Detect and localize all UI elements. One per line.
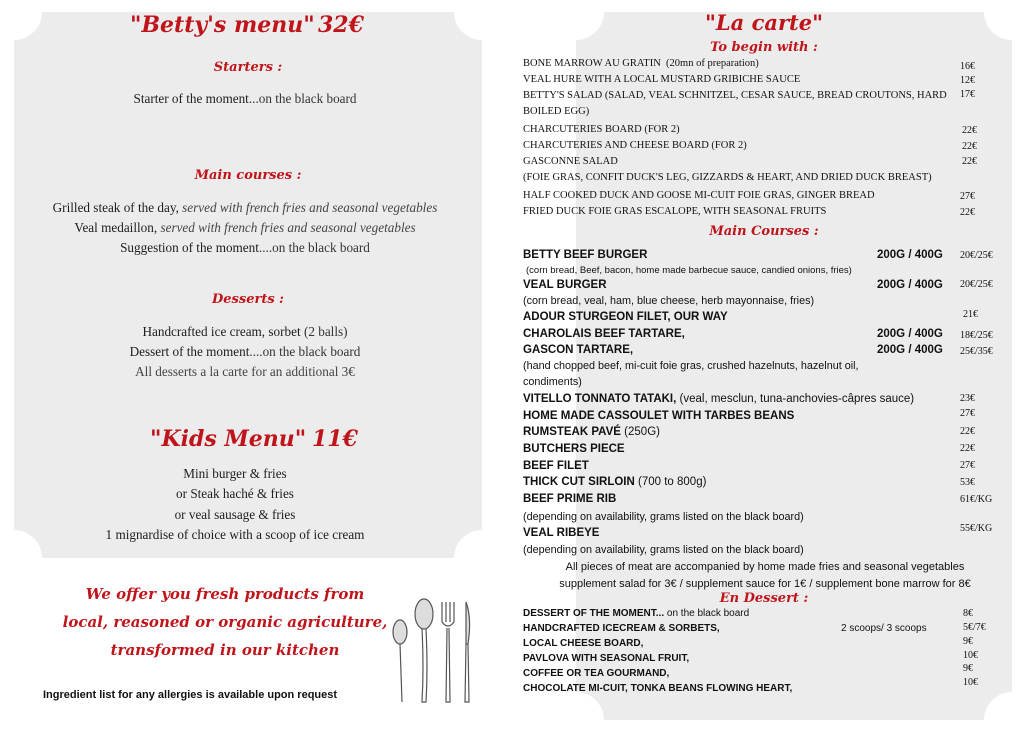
main-item: HOME MADE CASSOULET WITH TARBES BEANS	[523, 410, 795, 422]
dessert-item: LOCAL CHEESE BOARD,	[523, 638, 644, 649]
betty-menu-title: "Betty's menu"	[130, 12, 315, 38]
main-item: BEEF FILET	[523, 460, 589, 472]
starter-item: VEAL HURE WITH A LOCAL MUSTARD GRIBICHE SAUCE	[523, 74, 801, 85]
main-price: 22€	[960, 426, 975, 437]
main-item: VITELLO TONNATO TATAKI, (veal, mesclun, tuna-anchovies-câpres sauce)	[523, 393, 915, 405]
begin-with-heading: To begin with :	[710, 40, 818, 55]
fresh-products-promo: We offer you fresh products from local, reasoned or organic agriculture, transformed in our kitchen	[62, 585, 388, 659]
dessert-item: HANDCRAFTED ICECREAM & SORBETS,	[523, 623, 720, 634]
main-size: 200G / 400G	[877, 328, 943, 340]
main-price: 21€	[963, 309, 978, 320]
main-price: 22€	[960, 443, 975, 454]
main-size: 200G / 400G	[877, 344, 943, 356]
dessert-scoops: 2 scoops/ 3 scoops	[841, 623, 927, 634]
starter-price: 22€	[962, 125, 977, 136]
starters-heading: Starters :	[213, 60, 283, 75]
main-item-desc: (corn bread, Beef, bacon, home made barbecue sauce, candied onions, fries)	[526, 265, 852, 276]
main-item: CHAROLAIS BEEF TARTARE,	[523, 328, 685, 340]
starter-item: GASCONNE SALAD	[523, 156, 618, 167]
main-item: Veal medaillon, served with french fries and seasonal vegetables	[74, 220, 416, 235]
starter-item: CHARCUTERIES AND CHEESE BOARD (FOR 2)	[523, 140, 747, 151]
main-price: 55€/KG	[960, 523, 993, 534]
main-size: 200G / 400G	[877, 249, 943, 261]
main-price: 20€/25€	[960, 279, 993, 290]
main-courses-heading: Main courses :	[194, 168, 302, 183]
main-item: RUMSTEAK PAVÉ (250G)	[523, 426, 660, 438]
main-price: 53€	[960, 477, 975, 488]
main-price: 61€/KG	[960, 494, 993, 505]
kids-item: or veal sausage & fries	[174, 507, 296, 522]
starter-price: 22€	[962, 141, 977, 152]
main-item: THICK CUT SIRLOIN (700 to 800g)	[523, 476, 707, 488]
main-price: 20€/25€	[960, 250, 993, 261]
main-item: VEAL RIBEYE	[523, 527, 600, 539]
main-item: BEEF PRIME RIB	[523, 493, 617, 505]
main-item: BUTCHERS PIECE	[523, 443, 625, 455]
starter-price: 16€	[960, 61, 975, 72]
dessert-price: 10€	[963, 650, 978, 661]
dessert-item: COFFEE OR TEA GOURMAND,	[523, 668, 670, 679]
dessert-price: 8€	[963, 608, 973, 619]
starter-price: 22€	[962, 156, 977, 167]
main-item-desc: (corn bread, veal, ham, blue cheese, herb mayonnaise, fries)	[523, 295, 815, 307]
main-item-desc: (depending on availability, grams listed on the black board)	[523, 511, 804, 523]
main-size: 200G / 400G	[877, 279, 943, 291]
starter-price: 27€	[960, 191, 975, 202]
dessert-price: 10€	[963, 677, 978, 688]
dessert-note: All desserts a la carte for an additional 3€	[135, 364, 355, 379]
dessert-item: DESSERT OF THE MOMENT... on the black board	[523, 608, 750, 619]
main-price: 27€	[960, 408, 975, 419]
dessert-price: 5€/7€	[963, 622, 986, 633]
main-item-desc: condiments)	[523, 376, 582, 388]
supplement-note: supplement salad for 3€ / supplement sauce for 1€ / supplement bone marrow for 8€	[559, 578, 971, 590]
meat-note: All pieces of meat are accompanied by home made fries and seasonal vegetables	[565, 561, 965, 573]
starter-item: BONE MARROW AU GRATIN (20mn of preparation)	[523, 58, 759, 69]
kids-menu-title: "Kids Menu"	[150, 426, 307, 452]
main-item: BETTY BEEF BURGER	[523, 249, 648, 261]
allergy-note: Ingredient list for any allergies is available upon request	[43, 689, 338, 701]
dessert-price: 9€	[963, 636, 973, 647]
main-item: Grilled steak of the day, served with french fries and seasonal vegetables	[52, 200, 438, 215]
starter-item: CHARCUTERIES BOARD (FOR 2)	[523, 124, 680, 135]
main-item: GASCON TARTARE,	[523, 344, 634, 356]
starter-item: HALF COOKED DUCK AND GOOSE MI-CUIT FOIE GRAS, GINGER BREAD	[523, 190, 875, 201]
main-item: ADOUR STURGEON FILET, OUR WAY	[523, 311, 728, 323]
dessert-item: CHOCOLATE MI-CUIT, TONKA BEANS FLOWING HEART,	[523, 683, 793, 694]
kids-menu-price: 11€	[312, 426, 358, 452]
dessert-item: PAVLOVA WITH SEASONAL FRUIT,	[523, 653, 690, 664]
starter-item: FRIED DUCK FOIE GRAS ESCALOPE, WITH SEASONAL FRUITS	[523, 206, 827, 217]
starter-item-desc: (FOIE GRAS, CONFIT DUCK'S LEG, GIZZARDS & HEART, AND DRIED DUCK BREAST)	[523, 172, 932, 183]
main-item: Suggestion of the moment....on the black board	[120, 240, 370, 255]
main-price: 25€/35€	[960, 346, 993, 357]
main-courses-heading: Main Courses :	[709, 224, 819, 239]
main-price: 18€/25€	[960, 330, 993, 341]
la-carte-title: "La carte"	[704, 10, 824, 35]
cutlery-illustration	[386, 598, 476, 706]
main-item-desc: (depending on availability, grams listed on the black board)	[523, 544, 804, 556]
kids-item: 1 mignardise of choice with a scoop of ice cream	[105, 527, 365, 542]
main-item-desc: (hand chopped beef, mi-cuit foie gras, crushed hazelnuts, hazelnut oil,	[523, 360, 859, 372]
starter-price: 17€	[960, 89, 975, 100]
dessert-item: Dessert of the moment....on the black board	[129, 344, 361, 359]
starter-price: 12€	[960, 75, 975, 86]
starter-item-desc: BOILED EGG)	[523, 106, 590, 117]
main-item: VEAL BURGER	[523, 279, 607, 291]
dessert-price: 9€	[963, 663, 973, 674]
main-price: 23€	[960, 393, 975, 404]
kids-item: or Steak haché & fries	[176, 486, 294, 501]
betty-menu-price: 32€	[318, 12, 364, 38]
kids-item: Mini burger & fries	[183, 466, 287, 481]
starter-item: BETTY'S SALAD (SALAD, VEAL SCHNITZEL, CESAR SAUCE, BREAD CROUTONS, HARD	[523, 90, 947, 101]
dessert-item: Handcrafted ice cream, sorbet (2 balls)	[142, 324, 348, 339]
dessert-heading: En Dessert :	[719, 591, 809, 606]
desserts-heading: Desserts :	[212, 292, 284, 307]
starter-price: 22€	[960, 207, 975, 218]
main-price: 27€	[960, 460, 975, 471]
starter-line: Starter of the moment...on the black board	[133, 91, 357, 106]
